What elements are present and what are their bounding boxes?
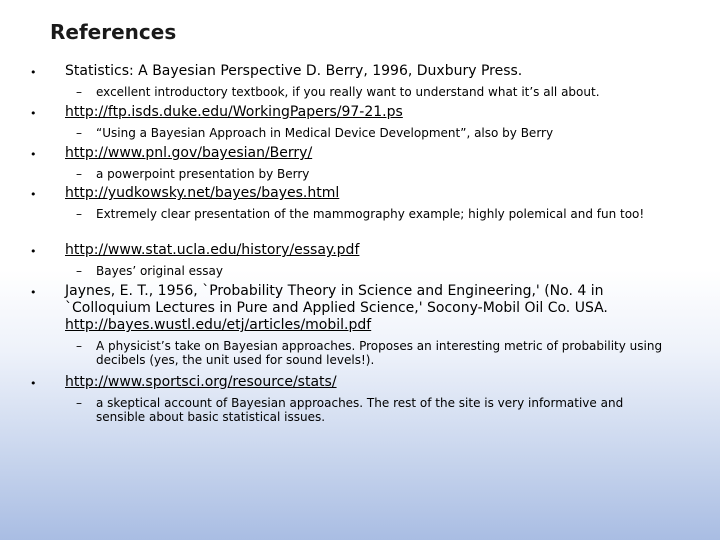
bullet: •: [30, 245, 37, 258]
bullet: •: [30, 377, 37, 390]
dash: –: [76, 167, 82, 181]
slide-title: References: [50, 20, 177, 44]
reference-note: [76, 339, 676, 367]
reference-note: [76, 207, 676, 221]
reference-note-text: A physicist’s take on Bayesian approaches. Proposes an interesting metric of probability using decibels (yes, the unit used for sound levels!).: [96, 339, 663, 367]
bullet: •: [30, 66, 37, 79]
bullet: •: [30, 148, 37, 161]
reference-link[interactable]: http://yudkowsky.net/bayes/bayes.html: [65, 185, 340, 201]
reference-text-line: `Colloquium Lectures in Pure and Applied Science,' Socony-Mobil Oil Co. USA.: [65, 300, 608, 316]
reference-link[interactable]: http://ftp.isds.duke.edu/WorkingPapers/97-21.ps: [65, 104, 403, 120]
reference-link[interactable]: http://www.pnl.gov/bayesian/Berry/: [65, 145, 313, 161]
reference-link[interactable]: http://www.sportsci.org/resource/stats/: [65, 374, 337, 390]
reference-text: [65, 283, 685, 334]
reference-note-text: “Using a Bayesian Approach in Medical Device Development”, also by Berry: [96, 126, 554, 140]
reference-note: [76, 396, 676, 424]
reference-text: Statistics: A Bayesian Perspective D. Berry, 1996, Duxbury Press.: [65, 63, 523, 79]
reference-note: [76, 126, 676, 140]
reference-note: [76, 264, 676, 278]
reference-note-text: a powerpoint presentation by Berry: [96, 167, 310, 181]
dash: –: [76, 396, 82, 410]
dash: –: [76, 207, 82, 221]
dash: –: [76, 126, 82, 140]
bullet: •: [30, 107, 37, 120]
reference-link[interactable]: http://bayes.wustl.edu/etj/articles/mobil.pdf: [65, 317, 372, 333]
bullet: •: [30, 286, 37, 299]
reference-note-text: a skeptical account of Bayesian approaches. The rest of the site is very informative and sensible about basic statistical issues.: [96, 396, 624, 424]
dash: –: [76, 85, 82, 99]
reference-link[interactable]: http://www.stat.ucla.edu/history/essay.pdf: [65, 242, 360, 258]
reference-note-text: excellent introductory textbook, if you really want to understand what it’s all about.: [96, 85, 600, 99]
dash: –: [76, 264, 82, 278]
reference-note: [76, 167, 676, 181]
bullet: •: [30, 188, 37, 201]
reference-text-line: Jaynes, E. T., 1956, `Probability Theory in Science and Engineering,' (No. 4 in: [65, 283, 604, 299]
reference-note-text: Bayes’ original essay: [96, 264, 223, 278]
reference-note: [76, 85, 676, 99]
dash: –: [76, 339, 82, 353]
reference-note-text: Extremely clear presentation of the mammography example; highly polemical and fun too!: [96, 207, 645, 221]
